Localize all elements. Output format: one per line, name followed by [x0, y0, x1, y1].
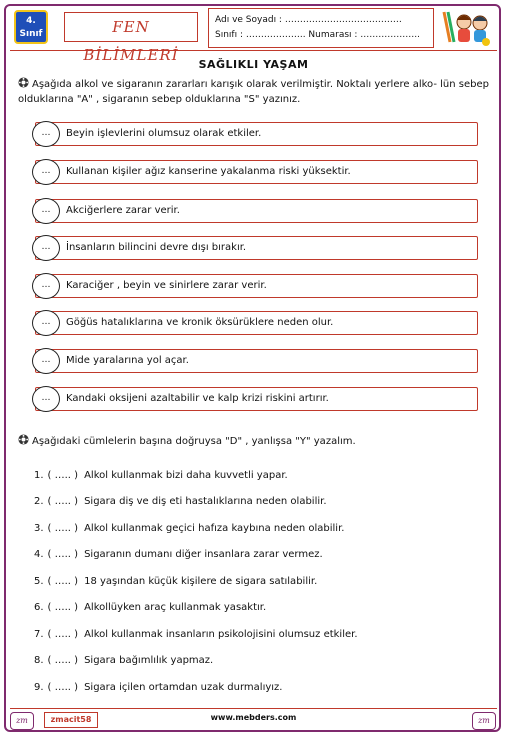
statement-text: Beyin işlevlerini olumsuz olarak etkiler. — [66, 128, 262, 139]
answer-blank[interactable]: ( ….. ) — [47, 629, 79, 640]
answer-circle[interactable]: … — [32, 386, 60, 412]
item-text: 18 yaşından küçük kişilere de sigara satılabilir. — [84, 576, 318, 587]
statement-text: Mide yaralarına yol açar. — [66, 355, 189, 366]
answer-circle[interactable]: … — [32, 310, 60, 336]
children-illustration-icon — [436, 8, 494, 48]
item-text: Alkol kullanmak insanların psikolojisini olumsuz etkiler. — [84, 629, 358, 640]
item-text: Sigara bağımlılık yapmaz. — [84, 655, 214, 666]
answer-blank[interactable]: ( ….. ) — [47, 470, 79, 481]
subject-title: FEN BİLİMLERİ — [64, 12, 198, 42]
true-false-item — [34, 681, 282, 695]
answer-circle[interactable]: … — [32, 159, 60, 185]
item-number: 2. — [34, 496, 44, 507]
true-false-item — [34, 469, 288, 483]
class-field: Sınıfı : ……………….. Numarası : ……………….. — [215, 30, 421, 40]
footer-divider — [10, 708, 497, 709]
true-false-item — [34, 654, 213, 668]
item-number: 9. — [34, 682, 44, 693]
statement-text: Göğüs hatalıklarına ve kronik öksürüklere neden olur. — [66, 317, 334, 328]
statement-text: Akciğerlere zarar verir. — [66, 205, 180, 216]
answer-blank[interactable]: ( ….. ) — [47, 549, 79, 560]
item-text: Sigara içilen ortamdan uzak durmalıyız. — [84, 682, 283, 693]
footer-logo-left: zm — [10, 712, 34, 730]
true-false-item — [34, 522, 344, 536]
true-false-item — [34, 575, 317, 589]
item-number: 4. — [34, 549, 44, 560]
item-text: Alkol kullanmak geçici hafıza kaybına neden olabilir. — [84, 523, 345, 534]
answer-circle[interactable]: … — [32, 348, 60, 374]
true-false-item — [34, 548, 323, 562]
section2-instruction-text: Aşağıdaki cümlelerin başına doğruysa "D" , yanlışsa "Y" yazalım. — [32, 436, 356, 447]
footer-logo-right: zm — [472, 712, 496, 730]
item-number: 7. — [34, 629, 44, 640]
statement-row — [35, 349, 478, 373]
footer-author: zmacit58 — [44, 712, 98, 728]
statement-row — [35, 274, 478, 298]
answer-blank[interactable]: ( ….. ) — [47, 655, 79, 666]
answer-circle[interactable]: … — [32, 235, 60, 261]
statement-row — [35, 236, 478, 260]
grade-number: 4. — [26, 16, 36, 26]
header-divider — [10, 50, 497, 51]
answer-blank[interactable]: ( ….. ) — [47, 576, 79, 587]
section2-instruction — [18, 434, 490, 449]
grade-label: Sınıf — [19, 29, 43, 39]
item-text: Sigaranın dumanı diğer insanlara zarar vermez. — [84, 549, 323, 560]
item-number: 5. — [34, 576, 44, 587]
item-number: 1. — [34, 470, 44, 481]
statement-text: Kullanan kişiler ağız kanserine yakalanma riski yüksektir. — [66, 166, 351, 177]
true-false-item — [34, 628, 358, 642]
grade-badge — [14, 10, 48, 44]
true-false-item — [34, 601, 266, 615]
answer-circle[interactable]: … — [32, 121, 60, 147]
answer-circle[interactable]: … — [32, 273, 60, 299]
item-number: 6. — [34, 602, 44, 613]
flower-bullet-icon — [18, 77, 29, 88]
statement-row — [35, 160, 478, 184]
answer-blank[interactable]: ( ….. ) — [47, 496, 79, 507]
item-text: Sigara diş ve diş eti hastalıklarına neden olabilir. — [84, 496, 327, 507]
statement-row — [35, 122, 478, 146]
item-number: 8. — [34, 655, 44, 666]
statement-row — [35, 199, 478, 223]
page-title: SAĞLIKLI YAŞAM — [198, 58, 309, 71]
answer-blank[interactable]: ( ….. ) — [47, 602, 79, 613]
true-false-item — [34, 495, 327, 509]
answer-blank[interactable]: ( ….. ) — [47, 682, 79, 693]
statement-text: Karaciğer , beyin ve sinirlere zarar verir. — [66, 280, 267, 291]
item-text: Alkol kullanmak bizi daha kuvvetli yapar. — [84, 470, 288, 481]
statement-row — [35, 387, 478, 411]
student-info-box — [208, 8, 434, 48]
answer-circle[interactable]: … — [32, 198, 60, 224]
footer-site: www.mebders.com — [210, 713, 297, 722]
name-field: Adı ve Soyadı : ………………………………… — [215, 15, 402, 25]
statement-text: Kandaki oksijeni azaltabilir ve kalp krizi riskini artırır. — [66, 393, 329, 404]
statement-text: İnsanların bilincini devre dışı bırakır. — [66, 242, 247, 253]
statement-row — [35, 311, 478, 335]
item-number: 3. — [34, 523, 44, 534]
section1-instruction-text: Aşağıda alkol ve sigaranın zararları karışık olarak verilmiştir. Noktalı yerlere alko- lün sebep olduklarına "A" , sigaranın sebep olduklarına "S" yazınız. — [18, 79, 489, 105]
item-text: Alkollüyken araç kullanmak yasaktır. — [84, 602, 267, 613]
flower-bullet-icon — [18, 434, 29, 445]
answer-blank[interactable]: ( ….. ) — [47, 523, 79, 534]
section1-instruction — [18, 77, 490, 107]
